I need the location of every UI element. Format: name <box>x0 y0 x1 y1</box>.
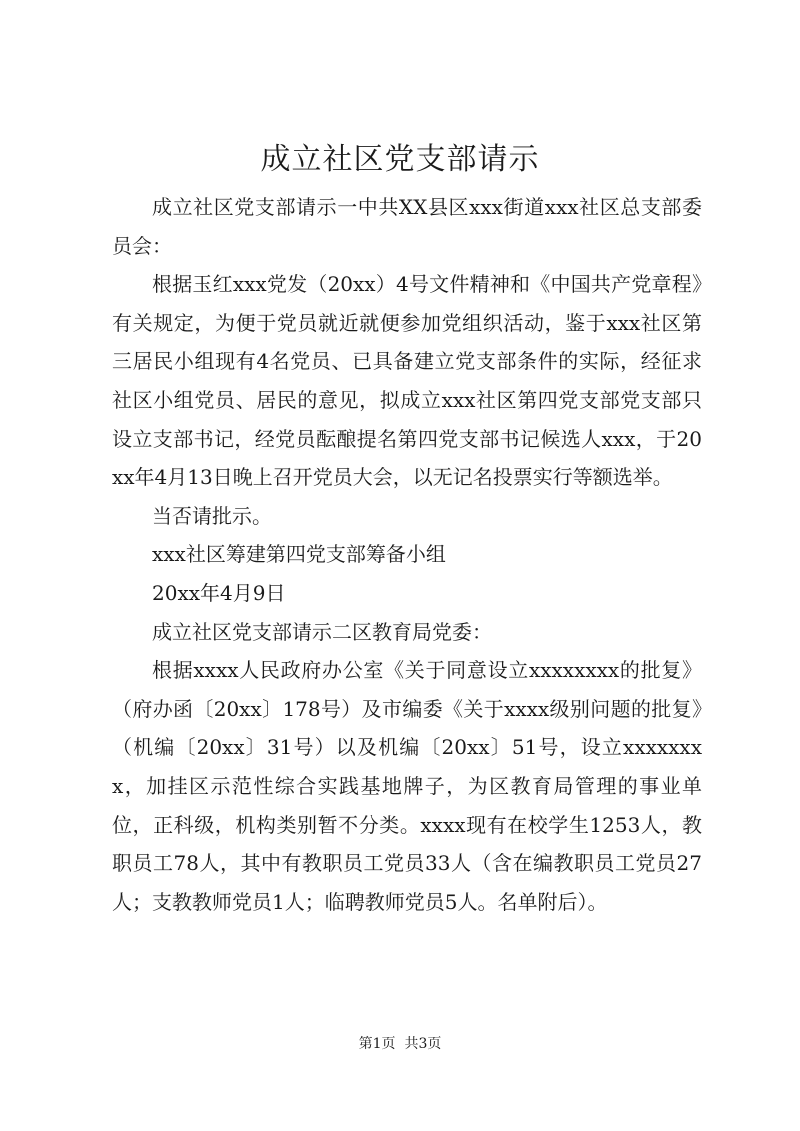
paragraph-date: 20xx年4月9日 <box>152 580 286 605</box>
paragraph-addressee-1: 成立社区党支部请示一中共XX县区xxx街道xxx社区总支部委员会： <box>112 195 702 258</box>
paragraph-signature: xxx社区筹建第四党支部筹备小组 <box>152 542 446 567</box>
paragraph-body-1: 根据玉红xxx党发（20xx）4号文件精神和《中国共产党章程》有关规定，为便于党员就近就便参加党组织活动，鉴于xxx社区第三居民小组现有4名党员、已具备建立党支部条件的实际，经征求社区小组党员、居民的意见，拟成立xxx社区第四党支部党支部只设立支部书记，经党员酝酿提名第四党支部书记候选人xxx，于20xx年4月13日晚上召开党员大会，以无记名投票实行等额选举。 <box>112 272 702 490</box>
paragraph-body-2: 根据xxxx人民政府办公室《关于同意设立xxxxxxxx的批复》（府办函〔20xx〕178号）及市编委《关于xxxx级别问题的批复》（机编〔20xx〕31号）以及机编〔20xx〕51号，设立xxxxxxxx，加挂区示范性综合实践基地牌子，为区教育局管理的事业单位，正科级，机构类别暂不分类。xxxx现有在校学生1253人，教职员工78人，其中有教职员工党员33人（含在编教职员工党员27人；支教教师党员1人；临聘教师党员5人。名单附后）。 <box>112 658 702 914</box>
document-title: 成立社区党支部请示 <box>260 142 540 177</box>
document-body <box>112 188 702 921</box>
page-number: 第1页 <box>358 1036 396 1052</box>
page-footer <box>0 1034 800 1054</box>
paragraph-addressee-2: 成立社区党支部请示二区教育局党委： <box>152 619 492 644</box>
page-total: 共3页 <box>404 1036 442 1052</box>
paragraph-request: 当否请批示。 <box>152 503 272 528</box>
